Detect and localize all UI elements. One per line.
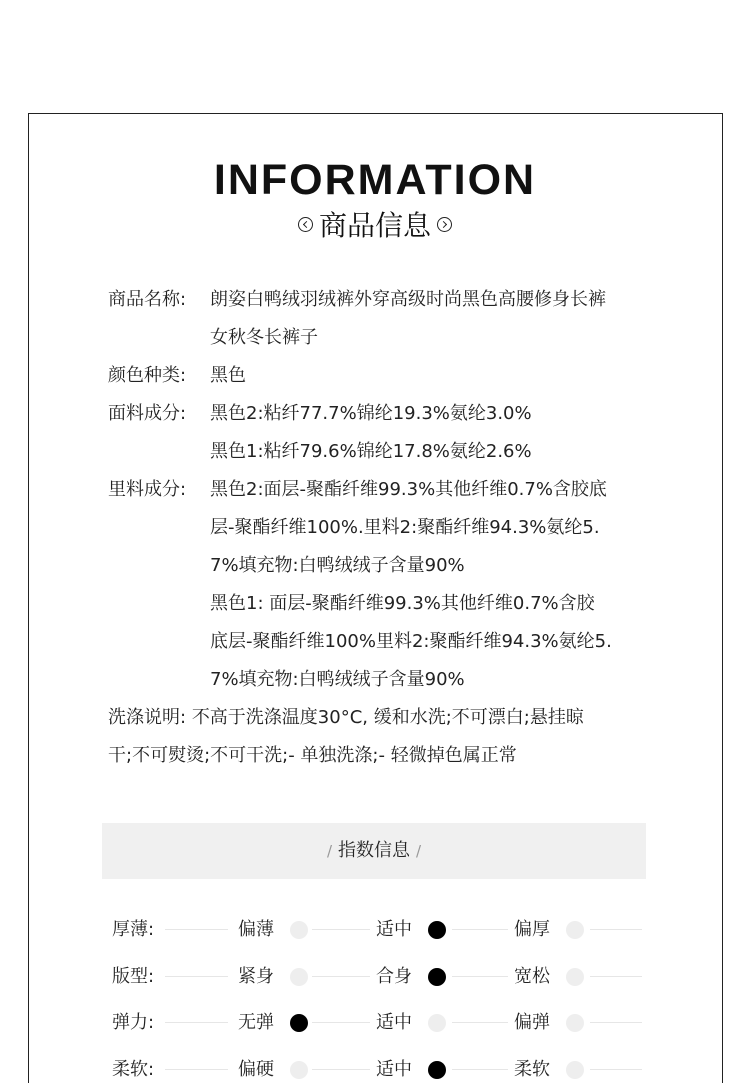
slash-decoration: / (326, 842, 332, 860)
metric-divider-line (590, 1069, 642, 1070)
option-text: 宽松 (514, 965, 550, 987)
metric-divider-line (590, 976, 642, 977)
option-dot-icon (428, 968, 446, 986)
info-row-lining (108, 471, 688, 699)
metric-divider-line (165, 929, 228, 930)
metric-divider-line (452, 929, 508, 930)
option-text: 无弹 (238, 1012, 274, 1033)
info-line: 黑色1:粘纤79.6%锦纶17.8%氨纶2.6% (210, 441, 532, 462)
option-text: 偏硬 (238, 1058, 274, 1080)
info-value (210, 395, 688, 471)
info-line: 7%填充物:白鸭绒绒子含量90% (210, 669, 465, 690)
info-line: 层-聚酯纤维100%.里料2:聚酯纤维94.3%氨纶5. (210, 517, 600, 538)
option-dot-icon (290, 1061, 308, 1079)
metric-divider-line (165, 1069, 228, 1070)
info-line: 不高于洗涤温度30°C, 缓和水洗;不可漂白;悬挂晾 (191, 707, 584, 728)
option-text: 偏厚 (514, 919, 550, 940)
info-label: 面料成分: (108, 403, 187, 424)
option-text: 适中 (376, 1012, 412, 1033)
option-text: 紧身 (238, 965, 274, 987)
wash-line-1 (108, 699, 688, 737)
option-text: 柔软 (514, 1058, 550, 1080)
metric-row (0, 908, 750, 955)
metric-label: 柔软: (112, 1058, 155, 1080)
info-line: 黑色 (210, 365, 246, 386)
option-dot-icon (566, 921, 584, 939)
wash-line-2: 干;不可熨烫;不可干洗;- 单独洗涤;- 轻微掉色属正常 (108, 745, 517, 766)
info-value (210, 281, 688, 357)
option-dot-icon (290, 968, 308, 986)
metric-label: 版型: (112, 965, 155, 987)
metric-row (0, 1048, 750, 1083)
option-dot-icon (428, 1061, 446, 1079)
metric-label: 弹力: (112, 1012, 155, 1033)
metric-label: 厚薄: (112, 919, 155, 940)
metric-divider-line (312, 1022, 370, 1023)
metric-divider-line (312, 976, 370, 977)
page-subtitle (0, 206, 750, 246)
info-label: 颜色种类: (108, 365, 187, 386)
option-text: 适中 (376, 1058, 412, 1080)
metric-divider-line (312, 1069, 370, 1070)
option-dot-icon (566, 1061, 584, 1079)
page-title: INFORMATION (213, 156, 537, 204)
info-line: 黑色2:面层-聚酯纤维99.3%其他纤维0.7%含胶底 (210, 479, 607, 500)
info-row-wash (108, 699, 688, 775)
info-row-name (108, 281, 688, 357)
info-value (210, 471, 688, 699)
info-line: 女秋冬长裤子 (210, 327, 318, 348)
metric-divider-line (452, 1022, 508, 1023)
option-dot-icon (290, 1014, 308, 1032)
option-dot-icon (428, 921, 446, 939)
option-text: 偏薄 (238, 919, 274, 940)
chevron-right-circle-icon (437, 217, 452, 232)
info-row-color (108, 357, 688, 395)
index-title: 指数信息 (338, 840, 410, 861)
slash-decoration: / (416, 842, 422, 860)
info-line: 底层-聚酯纤维100%里料2:聚酯纤维94.3%氨纶5. (210, 631, 612, 652)
option-text: 合身 (376, 965, 412, 987)
info-label: 洗涤说明: (108, 707, 187, 728)
option-dot-icon (290, 921, 308, 939)
metric-divider-line (165, 976, 228, 977)
option-text: 偏弹 (514, 1012, 550, 1033)
index-section-header (102, 823, 646, 879)
metric-row (0, 1001, 750, 1048)
option-dot-icon (428, 1014, 446, 1032)
metric-row (0, 955, 750, 1002)
metric-divider-line (312, 929, 370, 930)
metric-divider-line (590, 929, 642, 930)
option-dot-icon (566, 1014, 584, 1032)
info-value (210, 357, 688, 395)
metric-divider-line (452, 976, 508, 977)
info-line: 朗姿白鸭绒羽绒裤外穿高级时尚黑色高腰修身长裤 (210, 289, 606, 310)
subtitle-text: 商品信息 (318, 209, 431, 242)
option-text: 适中 (376, 919, 412, 940)
info-label: 里料成分: (108, 479, 187, 500)
metric-divider-line (165, 1022, 228, 1023)
option-dot-icon (566, 968, 584, 986)
metric-divider-line (590, 1022, 642, 1023)
info-line: 7%填充物:白鸭绒绒子含量90% (210, 555, 465, 576)
info-line: 黑色2:粘纤77.7%锦纶19.3%氨纶3.0% (210, 403, 532, 424)
product-info (108, 281, 688, 775)
index-metrics (0, 908, 750, 1083)
chevron-left-circle-icon (298, 217, 313, 232)
info-line: 黑色1: 面层-聚酯纤维99.3%其他纤维0.7%含胶 (210, 593, 595, 614)
info-label: 商品名称: (108, 289, 187, 310)
metric-divider-line (452, 1069, 508, 1070)
info-row-fabric (108, 395, 688, 471)
